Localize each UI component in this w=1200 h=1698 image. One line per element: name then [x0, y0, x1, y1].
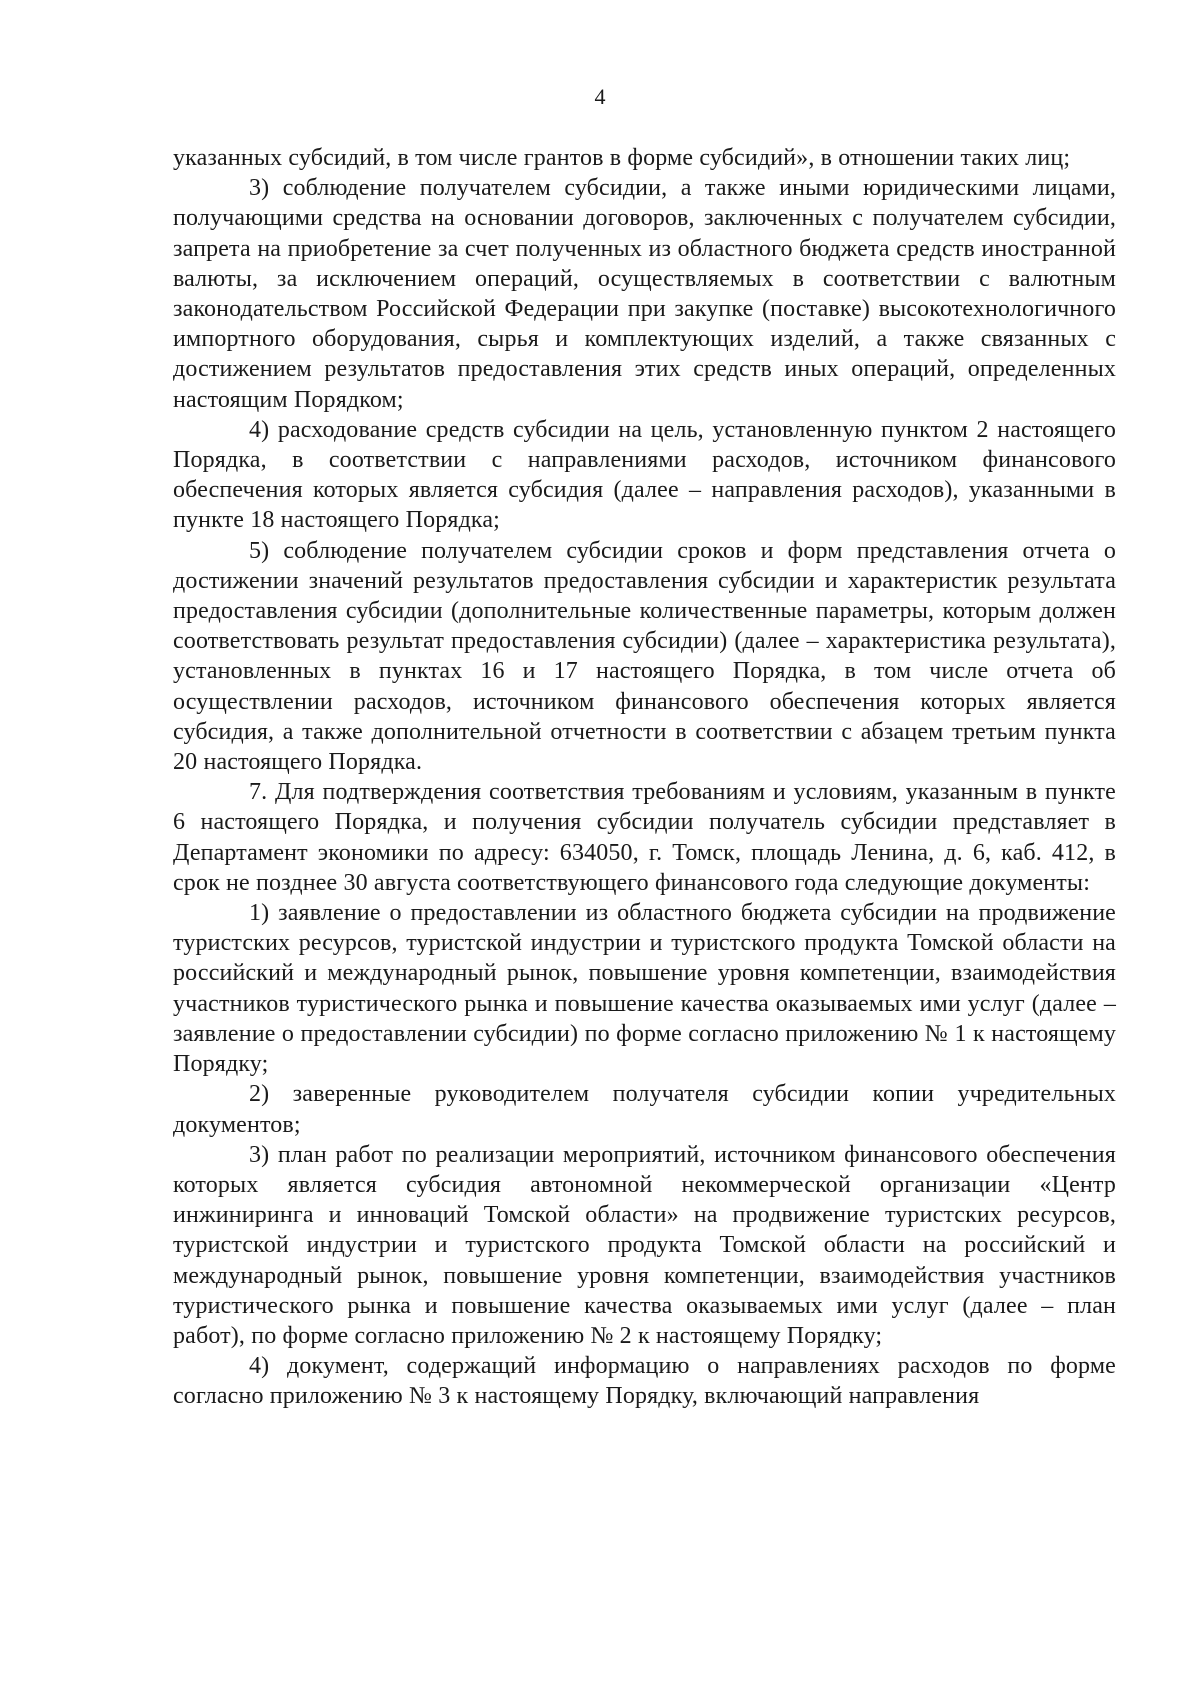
paragraph-clause-7: 7. Для подтверждения соответствия требованиям и условиям, указанным в пункте 6 настоящего Порядка, и получения субсидии получатель субсидии представляет в Департамент экономики по адресу: 634050, г. Томск, площадь Ленина, д. 6, каб. 412, в срок не позднее 30 августа соответствующего финансового года следующие документы: [173, 779, 1116, 896]
paragraph-item-4-spending: 4) расходование средств субсидии на цель, установленную пунктом 2 настоящего Порядка, в соответствии с направлениями расходов, источником финансового обеспечения которых является субсидия (далее – направления расходов), указанными в пункте 18 настоящего Порядка; [173, 416, 1116, 534]
document-body [173, 143, 1116, 1412]
paragraph-continuation: указанных субсидий, в том числе грантов в форме субсидий», в отношении таких лиц; [173, 145, 1071, 171]
page-number: 4 [594, 84, 606, 109]
paragraph-doc-3-work-plan: 3) план работ по реализации мероприятий, источником финансового обеспечения которых является субсидия автономной некоммерческой организации «Центр инжиниринга и инноваций Томской области» на продвижение туристских ресурсов, туристской индустрии и туристского продукта Томской области на российский и международный рынок, повышение уровня компетенции, взаимодействия участников туристического рынка и повышение качества оказываемых ими услуг (далее – план работ), по форме согласно приложению № 2 к настоящему Порядку; [173, 1141, 1116, 1349]
paragraph-doc-1-application: 1) заявление о предоставлении из областного бюджета субсидии на продвижение туристских ресурсов, туристской индустрии и туристского продукта Томской области на российский и международный рынок, повышение уровня компетенции, взаимодействия участников туристического рынка и повышение качества оказываемых ими услуг (далее – заявление о предоставлении субсидии) по форме согласно приложению № 1 к настоящему Порядку; [173, 900, 1116, 1078]
paragraph-item-3-currency-ban: 3) соблюдение получателем субсидии, а также иными юридическими лицами, получающими средства на основании договоров, заключенных с получателем субсидии, запрета на приобретение за счет полученных из областного бюджета средств иностранной валюты, за исключением операций, осуществляемых в соответствии с валютным законодательством Российской Федерации при закупке (поставке) высокотехнологичного импортного оборудования, сырья и комплектующих изделий, а также связанных с достижением результатов предоставления этих средств иных операций, определенных настоящим Порядком; [173, 175, 1116, 413]
paragraph-item-5-reporting: 5) соблюдение получателем субсидии сроков и форм представления отчета о достижении значений результатов предоставления субсидии и характеристик результата предоставления субсидии (дополнительные количественные параметры, которым должен соответствовать результат предоставления субсидии) (далее – характеристика результата), установленных в пунктах 16 и 17 настоящего Порядка, в том числе отчета об осуществлении расходов, источником финансового обеспечения которых является субсидия, а также дополнительной отчетности в соответствии с абзацем третьим пункта 20 настоящего Порядка. [173, 537, 1116, 776]
paragraph-doc-2-founding-docs: 2) заверенные руководителем получателя субсидии копии учредительных документов; [173, 1081, 1116, 1138]
paragraph-doc-4-expenses: 4) документ, содержащий информацию о направлениях расходов по форме согласно приложению № 3 к настоящему Порядку, включающий направления [173, 1353, 1116, 1410]
